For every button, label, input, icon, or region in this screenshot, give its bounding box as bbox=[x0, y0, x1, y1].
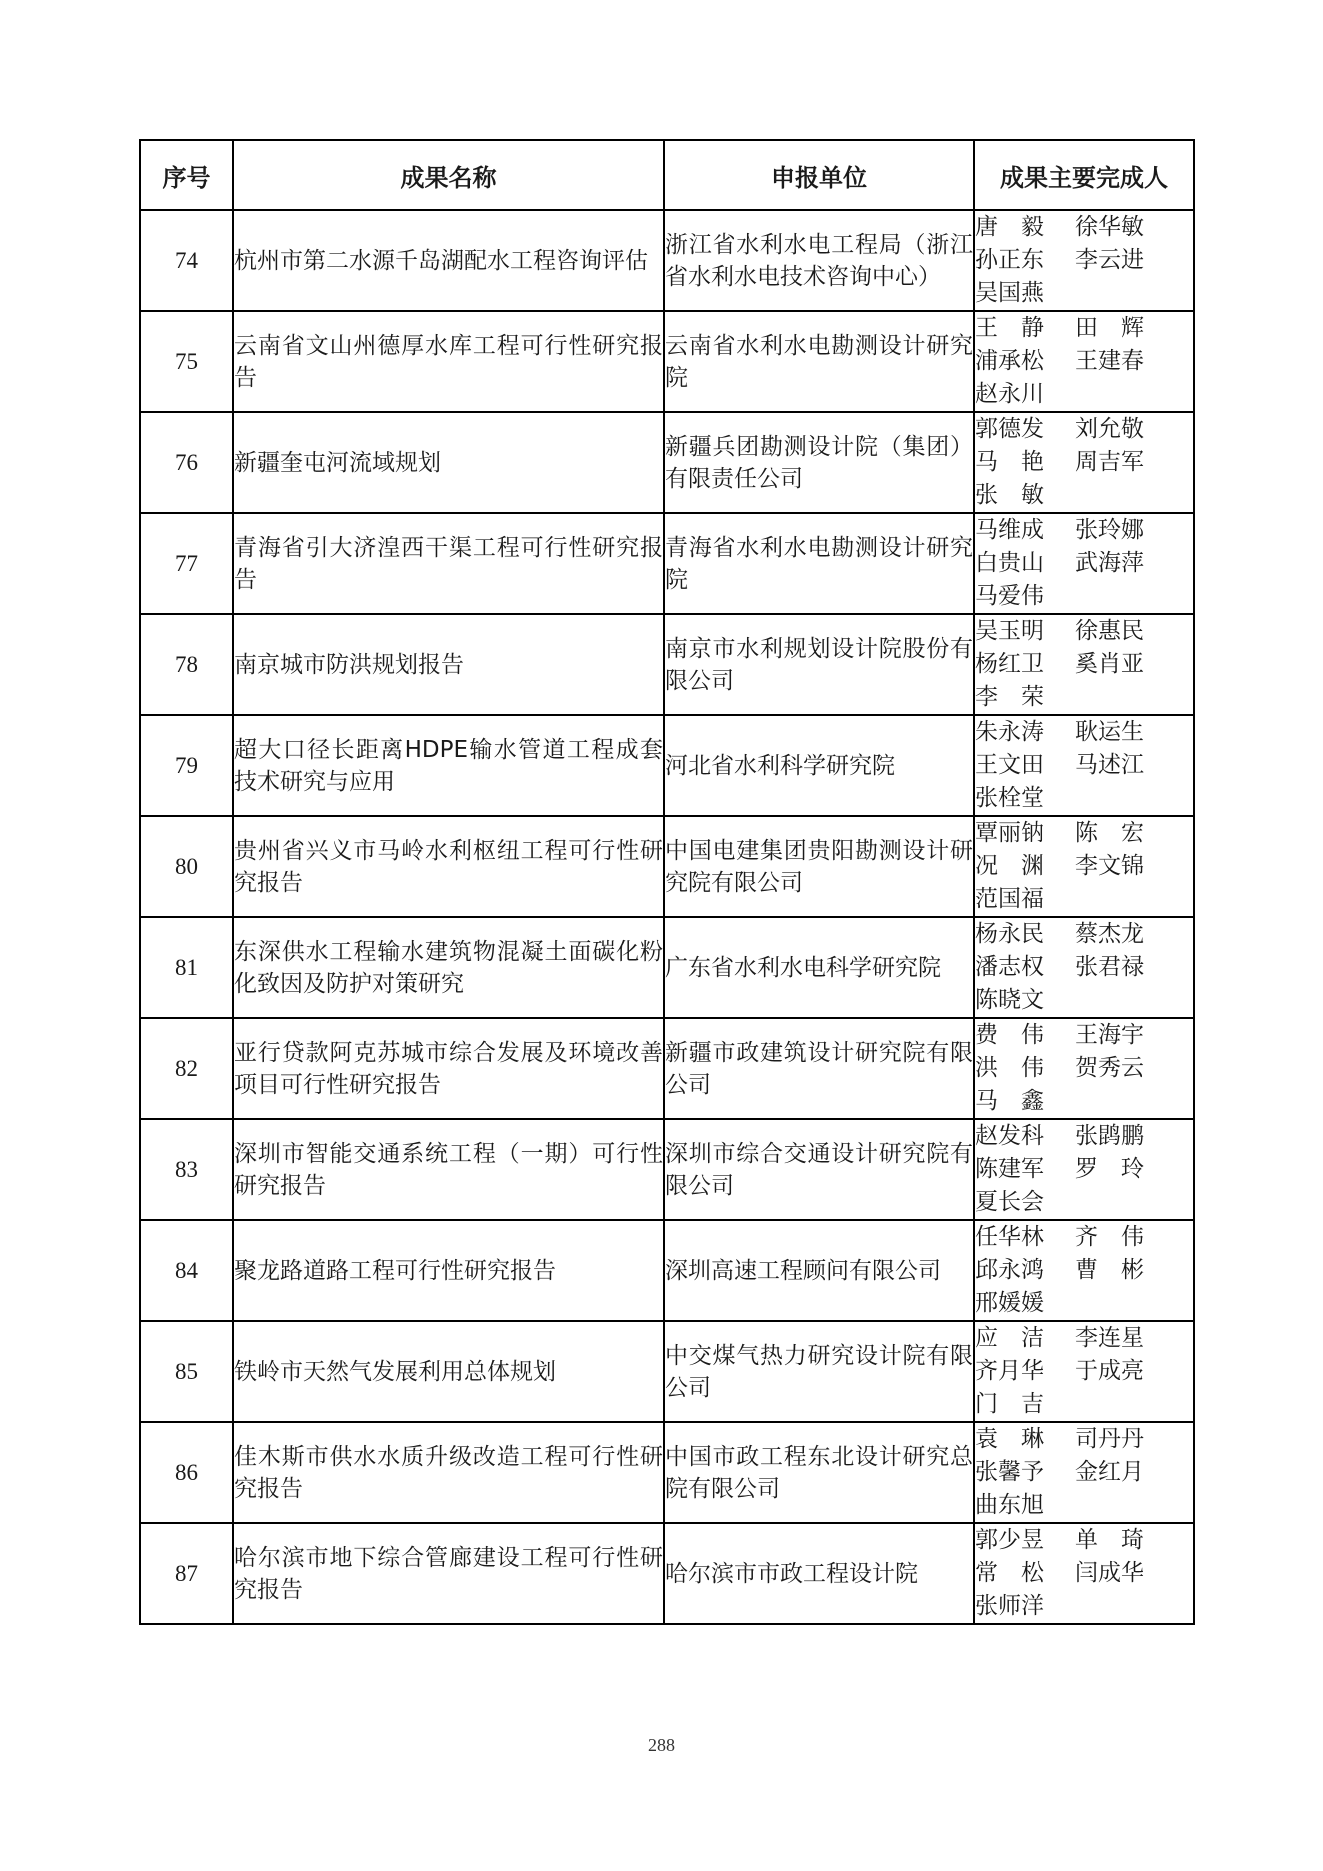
contributor-line bbox=[975, 1153, 1155, 1186]
contributor-name: 周吉军 bbox=[1075, 449, 1144, 475]
contributor-name: 金红月 bbox=[1075, 1459, 1144, 1485]
contributor-line bbox=[975, 1423, 1155, 1456]
project-name: 杭州市第二水源千岛湖配水工程咨询评估 bbox=[233, 210, 664, 311]
contributor-name: 门 吉 bbox=[975, 1391, 1044, 1417]
contributor-line bbox=[975, 1590, 1155, 1623]
contributor-name: 徐惠民 bbox=[1075, 618, 1144, 644]
header-unit: 申报单位 bbox=[664, 140, 974, 210]
reporting-unit: 南京市水利规划设计院股份有限公司 bbox=[664, 614, 974, 715]
contributor-name: 张 敏 bbox=[975, 482, 1044, 508]
contributor-name: 张栓堂 bbox=[975, 785, 1044, 811]
contributor-line bbox=[975, 211, 1155, 244]
project-name: 哈尔滨市地下综合管廊建设工程可行性研究报告 bbox=[233, 1523, 664, 1624]
contributor-name: 齐 伟 bbox=[1075, 1224, 1144, 1250]
table-row bbox=[140, 816, 1194, 917]
contributor-line bbox=[975, 1120, 1155, 1153]
reporting-unit: 新疆市政建筑设计研究院有限公司 bbox=[664, 1018, 974, 1119]
main-contributors bbox=[974, 412, 1194, 513]
contributor-line bbox=[975, 547, 1155, 580]
contributor-name: 吴玉明 bbox=[975, 618, 1044, 644]
table-row bbox=[140, 1119, 1194, 1220]
contributor-name: 覃丽钠 bbox=[975, 820, 1044, 846]
row-number: 80 bbox=[140, 816, 233, 917]
project-name: 云南省文山州德厚水库工程可行性研究报告 bbox=[233, 311, 664, 412]
contributor-name bbox=[1075, 1590, 1155, 1623]
contributor-line bbox=[975, 1186, 1155, 1219]
project-name: 铁岭市天然气发展利用总体规划 bbox=[233, 1321, 664, 1422]
reporting-unit: 河北省水利科学研究院 bbox=[664, 715, 974, 816]
contributor-name: 闫成华 bbox=[1075, 1560, 1144, 1586]
project-name: 青海省引大济湟西干渠工程可行性研究报告 bbox=[233, 513, 664, 614]
row-number: 83 bbox=[140, 1119, 233, 1220]
contributor-name: 常 松 bbox=[975, 1560, 1044, 1586]
main-contributors bbox=[974, 311, 1194, 412]
contributor-line bbox=[975, 1254, 1155, 1287]
reporting-unit: 中交煤气热力研究设计院有限公司 bbox=[664, 1321, 974, 1422]
main-contributors bbox=[974, 210, 1194, 311]
row-number: 75 bbox=[140, 311, 233, 412]
contributor-name: 赵永川 bbox=[975, 381, 1044, 407]
reporting-unit: 中国电建集团贵阳勘测设计研究院有限公司 bbox=[664, 816, 974, 917]
contributor-name: 于成亮 bbox=[1075, 1358, 1144, 1384]
contributor-name: 李连星 bbox=[1075, 1325, 1144, 1351]
contributor-name: 张馨予 bbox=[975, 1459, 1044, 1485]
contributor-line bbox=[975, 479, 1155, 512]
contributor-name: 李 荣 bbox=[975, 684, 1044, 710]
main-contributors bbox=[974, 917, 1194, 1018]
project-name: 超大口径长距离HDPE输水管道工程成套技术研究与应用 bbox=[233, 715, 664, 816]
main-contributors bbox=[974, 1523, 1194, 1624]
table-row bbox=[140, 917, 1194, 1018]
row-number: 82 bbox=[140, 1018, 233, 1119]
main-contributors bbox=[974, 513, 1194, 614]
contributor-name: 张鹍鹏 bbox=[1075, 1123, 1144, 1149]
contributor-name bbox=[1075, 378, 1155, 411]
row-number: 87 bbox=[140, 1523, 233, 1624]
contributor-name: 贺秀云 bbox=[1075, 1055, 1144, 1081]
contributor-line bbox=[975, 615, 1155, 648]
contributor-line bbox=[975, 918, 1155, 951]
project-name: 亚行贷款阿克苏城市综合发展及环境改善项目可行性研究报告 bbox=[233, 1018, 664, 1119]
contributor-name: 王 静 bbox=[975, 315, 1044, 341]
contributor-name: 杨永民 bbox=[975, 921, 1044, 947]
contributor-name: 杨红卫 bbox=[975, 651, 1044, 677]
row-number: 84 bbox=[140, 1220, 233, 1321]
contributor-line bbox=[975, 1557, 1155, 1590]
contributor-name: 唐 毅 bbox=[975, 214, 1044, 240]
contributor-name: 吴国燕 bbox=[975, 280, 1044, 306]
row-number: 74 bbox=[140, 210, 233, 311]
contributor-line bbox=[975, 817, 1155, 850]
header-people: 成果主要完成人 bbox=[974, 140, 1194, 210]
contributor-name bbox=[1075, 883, 1155, 916]
contributor-name bbox=[1075, 1186, 1155, 1219]
contributor-name: 曹 彬 bbox=[1075, 1257, 1144, 1283]
contributor-name: 李文锦 bbox=[1075, 853, 1144, 879]
contributor-name: 赵发科 bbox=[975, 1123, 1044, 1149]
contributor-name bbox=[1075, 1388, 1155, 1421]
contributor-name: 陈晓文 bbox=[975, 987, 1044, 1013]
reporting-unit: 浙江省水利水电工程局（浙江省水利水电技术咨询中心） bbox=[664, 210, 974, 311]
main-contributors bbox=[974, 1422, 1194, 1523]
project-name: 佳木斯市供水水质升级改造工程可行性研究报告 bbox=[233, 1422, 664, 1523]
table-row bbox=[140, 210, 1194, 311]
contributor-line bbox=[975, 984, 1155, 1017]
table-row bbox=[140, 1523, 1194, 1624]
contributor-name: 马爱伟 bbox=[975, 583, 1044, 609]
reporting-unit: 深圳市综合交通设计研究院有限公司 bbox=[664, 1119, 974, 1220]
table-body bbox=[140, 210, 1194, 1624]
contributor-name bbox=[1075, 681, 1155, 714]
project-name: 聚龙路道路工程可行性研究报告 bbox=[233, 1220, 664, 1321]
contributor-name: 齐月华 bbox=[975, 1358, 1044, 1384]
contributor-name: 况 渊 bbox=[975, 853, 1044, 879]
main-contributors bbox=[974, 816, 1194, 917]
contributor-line bbox=[975, 345, 1155, 378]
row-number: 78 bbox=[140, 614, 233, 715]
table-row bbox=[140, 412, 1194, 513]
row-number: 85 bbox=[140, 1321, 233, 1422]
contributor-line bbox=[975, 716, 1155, 749]
header-number: 序号 bbox=[140, 140, 233, 210]
contributor-line bbox=[975, 883, 1155, 916]
contributor-name: 陈建军 bbox=[975, 1156, 1044, 1182]
contributor-name: 马 鑫 bbox=[975, 1088, 1044, 1114]
contributor-line bbox=[975, 244, 1155, 277]
row-number: 86 bbox=[140, 1422, 233, 1523]
contributor-name bbox=[1075, 1287, 1155, 1320]
contributor-line bbox=[975, 1322, 1155, 1355]
contributor-name: 王海宇 bbox=[1075, 1022, 1144, 1048]
contributor-line bbox=[975, 1287, 1155, 1320]
contributor-line bbox=[975, 378, 1155, 411]
reporting-unit: 深圳高速工程顾问有限公司 bbox=[664, 1220, 974, 1321]
contributor-line bbox=[975, 1355, 1155, 1388]
table-row bbox=[140, 1321, 1194, 1422]
contributor-name: 朱永涛 bbox=[975, 719, 1044, 745]
contributor-line bbox=[975, 648, 1155, 681]
table-row bbox=[140, 715, 1194, 816]
contributor-line bbox=[975, 681, 1155, 714]
contributor-name: 单 琦 bbox=[1075, 1527, 1144, 1553]
contributor-name: 陈 宏 bbox=[1075, 820, 1144, 846]
contributor-name: 马 艳 bbox=[975, 449, 1044, 475]
contributor-line bbox=[975, 1221, 1155, 1254]
contributor-name: 刘允敬 bbox=[1075, 416, 1144, 442]
contributor-line bbox=[975, 749, 1155, 782]
contributor-name bbox=[1075, 984, 1155, 1017]
main-contributors bbox=[974, 1321, 1194, 1422]
contributor-name: 邱永鸿 bbox=[975, 1257, 1044, 1283]
main-contributors bbox=[974, 715, 1194, 816]
reporting-unit: 广东省水利水电科学研究院 bbox=[664, 917, 974, 1018]
contributor-line bbox=[975, 1524, 1155, 1557]
project-name: 南京城市防洪规划报告 bbox=[233, 614, 664, 715]
row-number: 77 bbox=[140, 513, 233, 614]
table-row bbox=[140, 614, 1194, 715]
contributor-line bbox=[975, 1456, 1155, 1489]
contributor-line bbox=[975, 1388, 1155, 1421]
contributor-name: 马述江 bbox=[1075, 752, 1144, 778]
contributor-name: 曲东旭 bbox=[975, 1492, 1044, 1518]
results-table bbox=[139, 139, 1195, 1625]
contributor-name: 徐华敏 bbox=[1075, 214, 1144, 240]
reporting-unit: 哈尔滨市市政工程设计院 bbox=[664, 1523, 974, 1624]
table-row bbox=[140, 513, 1194, 614]
contributor-name: 孙正东 bbox=[975, 247, 1044, 273]
contributor-name bbox=[1075, 1489, 1155, 1522]
row-number: 76 bbox=[140, 412, 233, 513]
contributor-name: 潘志权 bbox=[975, 954, 1044, 980]
project-name: 新疆奎屯河流域规划 bbox=[233, 412, 664, 513]
contributor-name: 范国福 bbox=[975, 886, 1044, 912]
table-row bbox=[140, 1018, 1194, 1119]
contributor-name: 耿运生 bbox=[1075, 719, 1144, 745]
project-name: 深圳市智能交通系统工程（一期）可行性研究报告 bbox=[233, 1119, 664, 1220]
contributor-name: 洪 伟 bbox=[975, 1055, 1044, 1081]
contributor-name bbox=[1075, 1085, 1155, 1118]
reporting-unit: 新疆兵团勘测设计院（集团）有限责任公司 bbox=[664, 412, 974, 513]
table-header-row bbox=[140, 140, 1194, 210]
contributor-name: 浦承松 bbox=[975, 348, 1044, 374]
contributor-line bbox=[975, 1085, 1155, 1118]
contributor-line bbox=[975, 580, 1155, 613]
contributor-name: 郭德发 bbox=[975, 416, 1044, 442]
row-number: 81 bbox=[140, 917, 233, 1018]
project-name: 东深供水工程输水建筑物混凝土面碳化粉化致因及防护对策研究 bbox=[233, 917, 664, 1018]
contributor-name: 蔡杰龙 bbox=[1075, 921, 1144, 947]
main-contributors bbox=[974, 1018, 1194, 1119]
contributor-name: 武海萍 bbox=[1075, 550, 1144, 576]
contributor-name: 夏长会 bbox=[975, 1189, 1044, 1215]
row-number: 79 bbox=[140, 715, 233, 816]
contributor-name bbox=[1075, 277, 1155, 310]
contributor-name: 郭少昱 bbox=[975, 1527, 1044, 1553]
contributor-name bbox=[1075, 782, 1155, 815]
contributor-name: 费 伟 bbox=[975, 1022, 1044, 1048]
contributor-name: 张君禄 bbox=[1075, 954, 1144, 980]
reporting-unit: 云南省水利水电勘测设计研究院 bbox=[664, 311, 974, 412]
project-name: 贵州省兴义市马岭水利枢纽工程可行性研究报告 bbox=[233, 816, 664, 917]
contributor-name: 邢媛媛 bbox=[975, 1290, 1044, 1316]
contributor-name: 任华林 bbox=[975, 1224, 1044, 1250]
reporting-unit: 中国市政工程东北设计研究总院有限公司 bbox=[664, 1422, 974, 1523]
contributor-line bbox=[975, 850, 1155, 883]
contributor-name: 张师洋 bbox=[975, 1593, 1044, 1619]
contributor-name: 李云进 bbox=[1075, 247, 1144, 273]
contributor-name: 奚肖亚 bbox=[1075, 651, 1144, 677]
contributor-name: 白贵山 bbox=[975, 550, 1044, 576]
contributor-name: 张玲娜 bbox=[1075, 517, 1144, 543]
main-contributors bbox=[974, 1119, 1194, 1220]
contributor-line bbox=[975, 514, 1155, 547]
contributor-line bbox=[975, 413, 1155, 446]
main-contributors bbox=[974, 1220, 1194, 1321]
reporting-unit: 青海省水利水电勘测设计研究院 bbox=[664, 513, 974, 614]
contributor-line bbox=[975, 1489, 1155, 1522]
main-contributors bbox=[974, 614, 1194, 715]
table-row bbox=[140, 311, 1194, 412]
contributor-name: 马维成 bbox=[975, 517, 1044, 543]
contributor-name: 罗 玲 bbox=[1075, 1156, 1144, 1182]
contributor-line bbox=[975, 951, 1155, 984]
contributor-line bbox=[975, 312, 1155, 345]
contributor-line bbox=[975, 782, 1155, 815]
contributor-name bbox=[1075, 580, 1155, 613]
contributor-name: 应 洁 bbox=[975, 1325, 1044, 1351]
contributor-line bbox=[975, 1019, 1155, 1052]
contributor-name: 田 辉 bbox=[1075, 315, 1144, 341]
table-row bbox=[140, 1220, 1194, 1321]
contributor-name: 王文田 bbox=[975, 752, 1044, 778]
contributor-name bbox=[1075, 479, 1155, 512]
contributor-name: 袁 琳 bbox=[975, 1426, 1044, 1452]
contributor-line bbox=[975, 1052, 1155, 1085]
header-name: 成果名称 bbox=[233, 140, 664, 210]
contributor-line bbox=[975, 446, 1155, 479]
contributor-line bbox=[975, 277, 1155, 310]
contributor-name: 司丹丹 bbox=[1075, 1426, 1144, 1452]
table-row bbox=[140, 1422, 1194, 1523]
contributor-name: 王建春 bbox=[1075, 348, 1144, 374]
page-number: 288 bbox=[648, 1735, 675, 1755]
